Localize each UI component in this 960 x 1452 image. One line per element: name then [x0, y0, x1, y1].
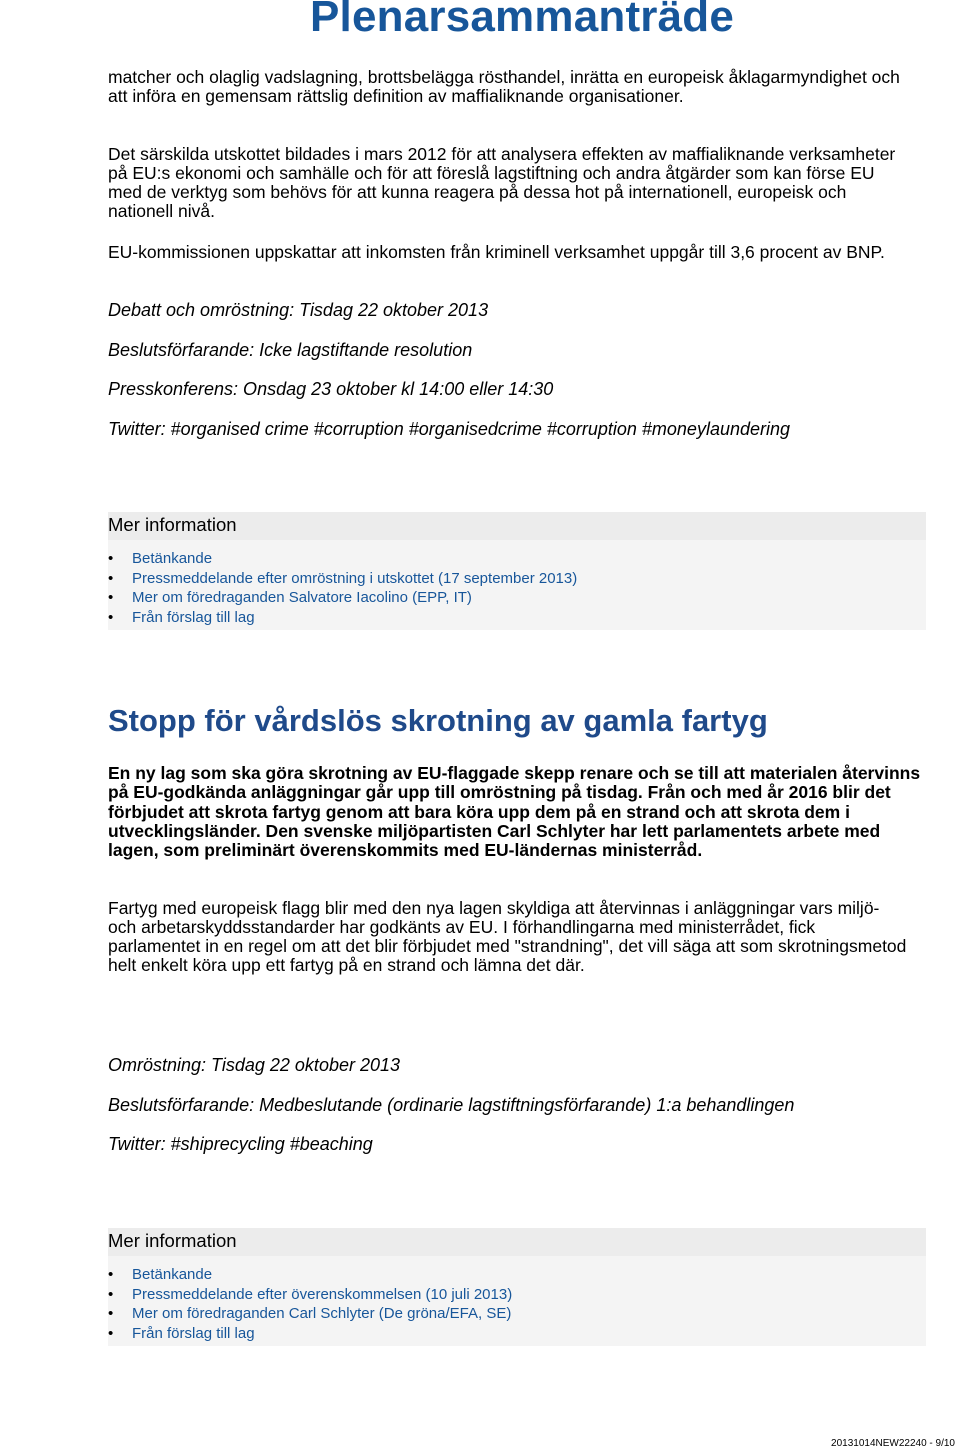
link-press-release[interactable]: [108, 1285, 926, 1305]
bullet-icon: •: [108, 1285, 114, 1303]
procedure-type: Beslutsförfarande: Icke lagstiftande resolution: [108, 340, 473, 360]
bullet-icon: •: [108, 569, 114, 587]
page-footer: 20131014NEW22240 - 9/10: [831, 1438, 955, 1449]
more-info-heading: Mer information: [108, 1228, 926, 1256]
link-report[interactable]: [108, 1265, 926, 1285]
link-label[interactable]: Mer om föredraganden Carl Schlyter (De gröna/EFA, SE): [132, 1305, 512, 1322]
continuation-paragraph: matcher och olaglig vadslagning, brottsbelägga rösthandel, inrätta en europeisk åklagarmyndighet och att införa en gemensam rättslig definition av maffialiknande organisationer.: [108, 67, 900, 106]
link-rapporteur[interactable]: [108, 588, 926, 608]
debate-date: Debatt och omröstning: Tisdag 22 oktober 2013: [108, 300, 489, 320]
more-info-box: [108, 512, 926, 630]
bullet-icon: •: [108, 1324, 114, 1342]
more-info-links: [108, 540, 926, 627]
press-conference: Presskonferens: Onsdag 23 oktober kl 14:00 eller 14:30: [108, 379, 554, 399]
bullet-icon: •: [108, 589, 114, 606]
link-report[interactable]: [108, 549, 926, 569]
link-label[interactable]: Pressmeddelande efter omröstning i utskottet (17 september 2013): [132, 569, 578, 587]
twitter-hashtags: Twitter: #organised crime #corruption #organisedcrime #corruption #moneylaundering: [108, 419, 791, 439]
more-info-heading: Mer information: [108, 512, 926, 540]
committee-paragraph: Det särskilda utskottet bildades i mars 2012 för att analysera effekten av maffialiknande verksamheter på EU:s ekonomi och samhälle och för att föreslå lagstiftning och andra åtgärder som kan förse EU med de verktyg som behövs för att kunna reagera på dessa hot på internationell, europeisk och nationell nivå.: [108, 144, 896, 221]
document-title: Plenarsammanträde: [310, 0, 735, 41]
bullet-icon: •: [108, 1266, 114, 1283]
more-info-box: [108, 1228, 926, 1346]
bullet-icon: •: [108, 608, 114, 626]
bullet-icon: •: [108, 550, 114, 567]
link-label[interactable]: Mer om föredraganden Salvatore Iacolino (EPP, IT): [132, 589, 472, 606]
link-press-release[interactable]: [108, 569, 926, 589]
link-label[interactable]: Betänkande: [132, 1266, 213, 1283]
twitter-hashtags: Twitter: #shiprecycling #beaching: [108, 1134, 373, 1154]
bullet-icon: •: [108, 1305, 114, 1322]
link-label[interactable]: Från förslag till lag: [132, 1324, 255, 1342]
link-procedure-file[interactable]: [108, 608, 926, 628]
lead-paragraph: En ny lag som ska göra skrotning av EU-flaggade skepp renare och se till att materialen återvinns på EU-godkända anläggningar går upp till omröstning på tisdag. Från och med år 2016 blir det förbjudet att skrota fartyg genom att bara köra upp dem på en strand och att skrota dem i utvecklingsländer. Den svenske miljöpartisten Carl Schlyter har lett parlamentets arbete med lagen, som preliminärt överenskommits med EU-ländernas ministerråd.: [108, 763, 921, 861]
ship-paragraph: Fartyg med europeisk flagg blir med den nya lagen skyldiga att återvinnas i anläggningar vars miljö- och arbetarskyddsstandarder har godkänts av EU. I förhandlingarna med ministerrådet, fick parlamentet in en regel om att det blir förbjudet med "strandning", det vill säga att som skrotningsmetod helt enkelt köra upp ett fartyg på en strand och lämna det där.: [108, 898, 907, 975]
link-label[interactable]: Från förslag till lag: [132, 608, 255, 626]
more-info-links: [108, 1256, 926, 1343]
link-procedure-file[interactable]: [108, 1324, 926, 1344]
section-heading: Stopp för vårdslös skrotning av gamla fartyg: [108, 703, 768, 738]
link-label[interactable]: Betänkande: [132, 550, 213, 567]
vote-date: Omröstning: Tisdag 22 oktober 2013: [108, 1055, 401, 1075]
link-rapporteur[interactable]: [108, 1304, 926, 1324]
link-label[interactable]: Pressmeddelande efter överenskommelsen (10 juli 2013): [132, 1285, 513, 1303]
procedure-type: Beslutsförfarande: Medbeslutande (ordinarie lagstiftningsförfarande) 1:a behandlingen: [108, 1095, 795, 1115]
income-paragraph: EU-kommissionen uppskattar att inkomsten från kriminell verksamhet uppgår till 3,6 procent av BNP.: [108, 242, 885, 262]
